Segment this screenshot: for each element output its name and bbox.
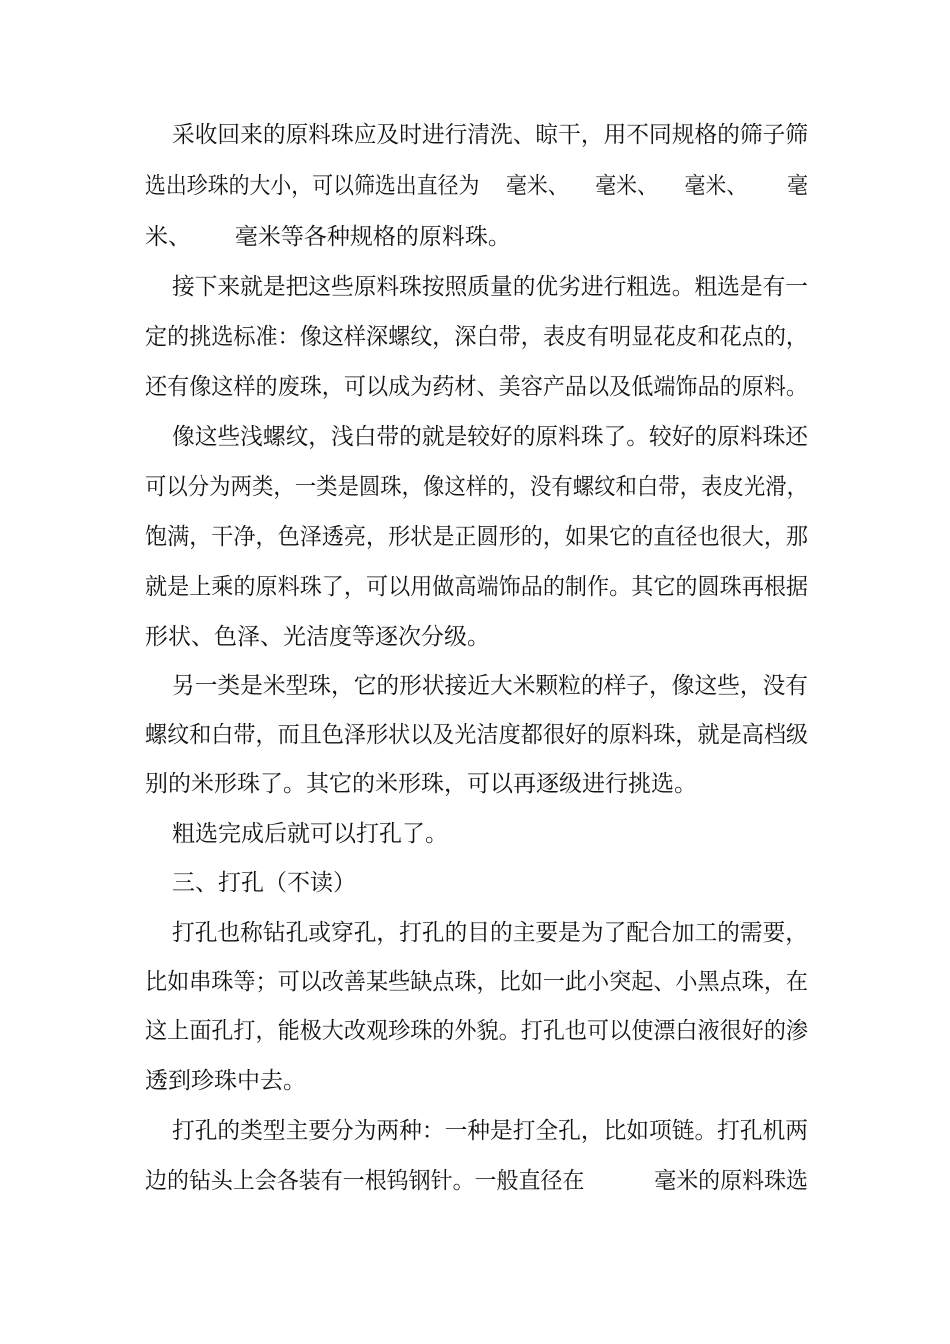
text-line — [145, 720, 808, 750]
text-line — [172, 671, 808, 701]
text-line — [172, 918, 808, 948]
text-line — [145, 769, 697, 799]
line-text: 像这些浅螺纹，浅白带的就是较好的原料珠了。较好的原料珠还 — [172, 424, 809, 450]
line-text: 螺纹和白带，而且色泽形状以及光洁度都很好的原料珠，就是高档级 — [145, 722, 809, 748]
line-text: 接下来就是把这些原料珠按照质量的优劣进行粗选。粗选是有一 — [172, 274, 809, 300]
text-line — [145, 472, 808, 502]
line-text: 透到珍珠中去。 — [145, 1068, 306, 1094]
line-text: 可以分为两类，一类是圆珠，像这样的，没有螺纹和白带，表皮光滑， — [145, 474, 809, 500]
text-line — [145, 1066, 306, 1096]
line-text: 打孔的类型主要分为两种：一种是打全孔，比如项链。打孔机两 — [172, 1118, 809, 1144]
line-text: 选出珍珠的大小，可以筛选出直径为 毫米、 毫米、 毫米、 毫 — [145, 173, 808, 199]
line-text: 就是上乘的原料珠了，可以用做高端饰品的制作。其它的圆珠再根据 — [145, 574, 809, 600]
text-line — [145, 622, 490, 652]
line-text: 打孔也称钻孔或穿孔，打孔的目的主要是为了配合加工的需要， — [172, 920, 809, 946]
text-line — [172, 819, 448, 849]
line-text: 这上面孔打，能极大改观珍珠的外貌。打孔也可以使漂白液很好的渗 — [145, 1018, 809, 1044]
text-line — [145, 522, 808, 552]
text-line — [172, 1116, 808, 1146]
text-line — [172, 868, 356, 898]
text-line — [145, 1016, 808, 1046]
text-line — [172, 120, 808, 150]
line-text: 另一类是米型珠，它的形状接近大米颗粒的样子，像这些，没有 — [172, 673, 809, 699]
line-text: 采收回来的原料珠应及时进行清洗、晾干，用不同规格的筛子筛 — [172, 122, 809, 148]
text-line — [145, 171, 808, 201]
line-text: 粗选完成后就可以打孔了。 — [172, 821, 448, 847]
text-line — [145, 322, 808, 352]
line-text: 比如串珠等；可以改善某些缺点珠，比如一此小突起、小黑点珠，在 — [145, 969, 809, 995]
text-line — [145, 222, 511, 252]
text-line — [172, 272, 808, 302]
line-text: 形状、色泽、光洁度等逐次分级。 — [145, 624, 490, 650]
text-line — [145, 967, 808, 997]
line-text: 饱满，干净，色泽透亮，形状是正圆形的，如果它的直径也很大，那 — [145, 524, 809, 550]
line-text: 定的挑选标准：像这样深螺纹，深白带，表皮有明显花皮和花点的， — [145, 324, 809, 350]
line-text: 还有像这样的废珠，可以成为药材、美容产品以及低端饰品的原料。 — [145, 374, 809, 400]
text-line — [172, 422, 808, 452]
line-text: 别的米形珠了。其它的米形珠，可以再逐级进行挑选。 — [145, 771, 697, 797]
line-text: 三、打孔（不读） — [172, 870, 356, 896]
text-line — [145, 1166, 808, 1196]
text-line — [145, 372, 808, 402]
line-text: 边的钻头上会各装有一根钨钢针。一般直径在 毫米的原料珠选 — [145, 1168, 809, 1194]
line-text: 米、 毫米等各种规格的原料珠。 — [145, 224, 511, 250]
text-line — [145, 572, 808, 602]
